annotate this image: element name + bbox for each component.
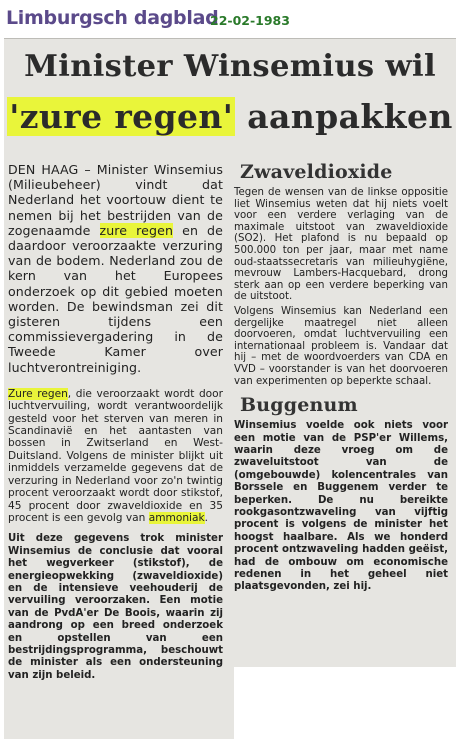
article-left-column	[8, 162, 223, 685]
body-highlight-1: Zure regen	[8, 387, 68, 400]
right-paragraph-1: Tegen de wensen van de linkse oppositie liet Winsemius weten dat hij niets voelt voor een verdere verlaging van de maximale uitstoot van zwaveldioxide (SO2). Het plafond is nu bepaald op 500.000 ton per jaar, maar met name oud-staatssecretaris van milieuhygiëne, mevrouw Lambers-Hacquebard, drong sterk aan op een verdere beperking van de uitstoot.	[234, 187, 448, 303]
lead-text-b: en de daardoor veroorzaakte verzuring van de bodem. Nederland zou de kern van het Europees onderzoek op dit gebied moeten worden. De bewindsman zei dit gisteren tijdens een commissievergadering in de Tweede Kamer over luchtverontreiniging.	[8, 222, 223, 375]
headline-line-2	[4, 97, 456, 136]
body-paragraph-3: Uit deze gegevens trok minister Winsemius de conclusie dat vooral het wegverkeer (stikstof), de energieopwekking (zwaveldioxide) en de intensieve veehouderij de vervuiling veroorzaken. Een motie van de PvdA'er De Boois, waarin zij aandrong op een breed onderzoek en opstellen van een bestrijdingsprogramma, beschouwt de minister als een ondersteuning van zijn beleid.	[8, 533, 223, 681]
article-right-column	[234, 161, 448, 597]
subheading-zwaveldioxide: Zwaveldioxide	[240, 161, 393, 183]
body-text-2a: , die veroorzaakt wordt door luchtvervuiling, wordt verantwoordelijk gesteld voor het sterven van meren in Scandinavië en het aantasten van bossen in Zwitserland en West-Duitsland. Volgens de minister blijkt uit inmiddels verzamelde gegevens dat de verzuring in Nederland voor zo'n twintig procent veroorzaakt wordt door stikstof, 45 procent door zwaveldioxide en 35 procent is een gevolg van	[8, 387, 223, 524]
headline-line-1: Minister Winsemius wil	[24, 49, 436, 84]
right-paragraph-3: Winsemius voelde ook niets voor een motie van de PSP'er Willems, waarin deze vroeg om de zwaveluitstoot van de (omgebouwde) kolencentrales van Borssele en Buggenem verder te beperken. De nu bereikte rookgasontzwaveling van vijftig procent is volgens de minister het hoogst haalbare. Als we honderd procent ontzwaveling hadden geëist, had de ombouw om economische redenen in het geheel niet plaatsgevonden, zei hij.	[234, 420, 448, 593]
headline-rest: aanpakken	[247, 97, 453, 136]
blank-area	[234, 667, 456, 739]
publication-date: 22-02-1983	[210, 13, 290, 28]
body-text-2b: .	[204, 511, 209, 524]
lead-text-a: DEN HAAG – Minister Winsemius (Milieubeheer) vindt dat Nederland het voortouw dient te nemen bij het bestrijden van de zogenaamde	[8, 162, 223, 238]
lead-highlight: zure regen	[99, 222, 174, 238]
subheading-buggenum: Buggenum	[240, 394, 358, 417]
body-paragraph-2	[8, 388, 223, 524]
lead-paragraph	[8, 162, 223, 375]
headline-highlight: 'zure regen'	[9, 97, 234, 136]
newspaper-title: Limburgsch dagblad	[6, 7, 219, 29]
right-paragraph-2: Volgens Winsemius kan Nederland een dergelijke maatregel niet alleen doorvoeren, omdat luchtvervuiling een internationaal probleem is. Vandaar dat hij – met de woordvoerders van CDA en VVD – voorstander is van het doorvoeren van experimenten op beperkte schaal.	[234, 305, 448, 387]
body-highlight-2: ammoniak	[148, 511, 205, 524]
page-header	[0, 0, 458, 38]
newspaper-clipping	[4, 38, 456, 739]
